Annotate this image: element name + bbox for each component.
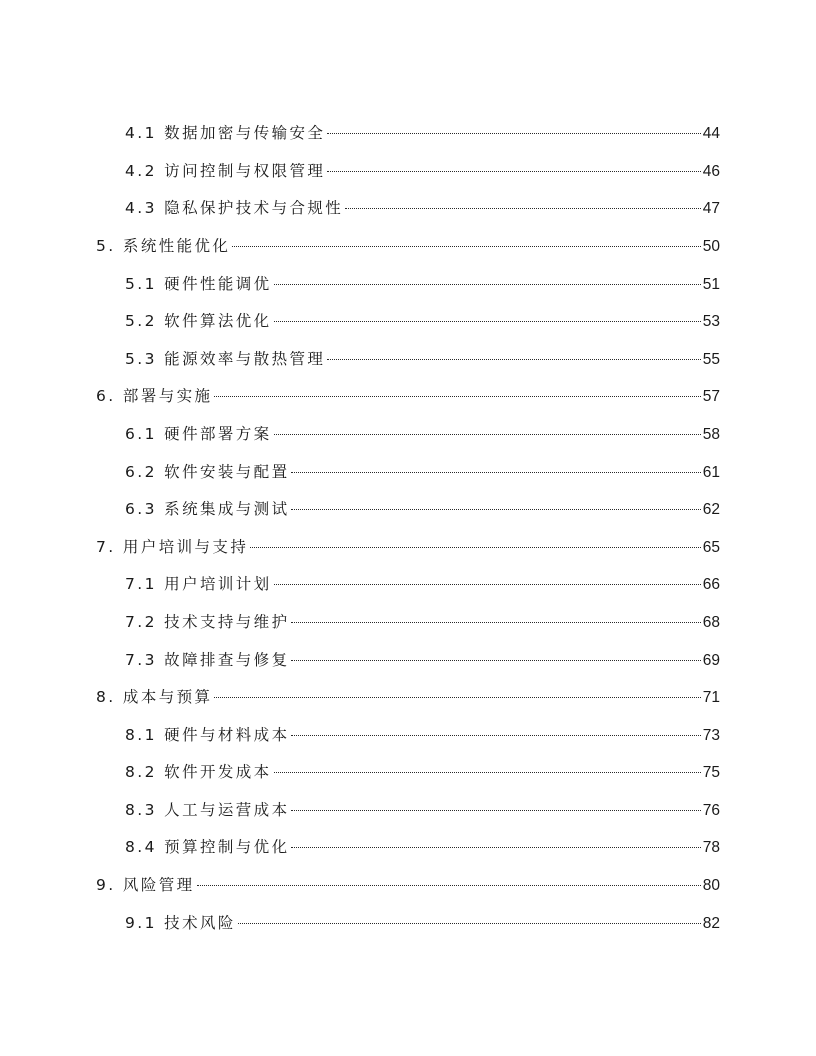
toc-dot-leader (291, 472, 700, 473)
toc-dot-leader (274, 772, 701, 773)
toc-page-number: 71 (702, 689, 720, 706)
toc-entry[interactable] (125, 611, 720, 633)
toc-page-number: 62 (702, 501, 720, 518)
toc-entry-title: 8.4 预算控制与优化 (125, 838, 290, 856)
toc-page-number: 69 (702, 652, 720, 669)
toc-dot-leader (274, 434, 701, 435)
toc-entry-title: 6. 部署与实施 (96, 387, 213, 405)
toc-entry[interactable] (96, 536, 720, 558)
toc-dot-leader (345, 208, 701, 209)
toc-entry[interactable] (125, 912, 720, 934)
toc-entry-title: 6.3 系统集成与测试 (125, 500, 290, 518)
toc-page-number: 80 (702, 877, 720, 894)
toc-dot-leader (327, 133, 700, 134)
toc-entry[interactable] (125, 423, 720, 445)
toc-entry-title: 8.3 人工与运营成本 (125, 801, 290, 819)
toc-dot-leader (291, 509, 700, 510)
toc-entry[interactable] (125, 122, 720, 144)
toc-entry[interactable] (125, 799, 720, 821)
toc-entry[interactable] (125, 836, 720, 858)
toc-entry[interactable] (125, 573, 720, 595)
toc-dot-leader (327, 359, 700, 360)
toc-entry-title: 4.1 数据加密与传输安全 (125, 124, 326, 142)
toc-dot-leader (291, 810, 700, 811)
toc-entry[interactable] (96, 874, 720, 896)
toc-entry[interactable] (125, 461, 720, 483)
toc-page-number: 65 (702, 539, 720, 556)
toc-page-number: 53 (702, 313, 720, 330)
toc-entry[interactable] (96, 235, 720, 257)
toc-dot-leader (232, 246, 700, 247)
toc-entry[interactable] (125, 724, 720, 746)
toc-page-number: 47 (702, 200, 720, 217)
toc-page-number: 76 (702, 802, 720, 819)
toc-entry-title: 8. 成本与预算 (96, 688, 213, 706)
toc-dot-leader (291, 735, 700, 736)
toc-entry-title: 7. 用户培训与支持 (96, 538, 249, 556)
toc-page-number: 82 (702, 915, 720, 932)
toc-dot-leader (274, 284, 701, 285)
toc-entry[interactable] (125, 649, 720, 671)
toc-entry-title: 5.1 硬件性能调优 (125, 275, 272, 293)
toc-entry-title: 6.1 硬件部署方案 (125, 425, 272, 443)
toc-entry-title: 7.1 用户培训计划 (125, 575, 272, 593)
toc-entry-title: 6.2 软件安装与配置 (125, 463, 290, 481)
toc-dot-leader (291, 622, 700, 623)
toc-entry[interactable] (125, 197, 720, 219)
toc-entry[interactable] (125, 310, 720, 332)
toc-entry[interactable] (125, 348, 720, 370)
toc-entry[interactable] (96, 686, 720, 708)
toc-page-number: 75 (702, 764, 720, 781)
toc-entry[interactable] (125, 498, 720, 520)
toc-page-number: 46 (702, 163, 720, 180)
toc-entry-title: 4.2 访问控制与权限管理 (125, 162, 326, 180)
toc-page-number: 66 (702, 576, 720, 593)
toc-page-number: 73 (702, 727, 720, 744)
toc-entry-title: 4.3 隐私保护技术与合规性 (125, 199, 344, 217)
toc-page-number: 51 (702, 276, 720, 293)
toc-entry[interactable] (125, 761, 720, 783)
toc-dot-leader (327, 171, 700, 172)
toc-entry-title: 9. 风险管理 (96, 876, 195, 894)
toc-dot-leader (214, 396, 700, 397)
toc-dot-leader (250, 547, 701, 548)
toc-dot-leader (274, 584, 701, 585)
toc-dot-leader (291, 847, 700, 848)
toc-page-number: 50 (702, 238, 720, 255)
toc-entry-title: 7.2 技术支持与维护 (125, 613, 290, 631)
toc-page-number: 58 (702, 426, 720, 443)
toc-dot-leader (274, 321, 701, 322)
toc-entry-title: 5.3 能源效率与散热管理 (125, 350, 326, 368)
toc-entry-title: 8.1 硬件与材料成本 (125, 726, 290, 744)
toc-entry[interactable] (125, 273, 720, 295)
toc-page-number: 78 (702, 839, 720, 856)
toc-dot-leader (291, 660, 700, 661)
toc-entry-title: 5. 系统性能优化 (96, 237, 231, 255)
toc-entry-title: 5.2 软件算法优化 (125, 312, 272, 330)
toc-dot-leader (238, 923, 701, 924)
toc-page-number: 44 (702, 125, 720, 142)
toc-entry-title: 7.3 故障排查与修复 (125, 651, 290, 669)
toc-page-number: 55 (702, 351, 720, 368)
toc-entry[interactable] (96, 385, 720, 407)
toc-entry[interactable] (125, 160, 720, 182)
toc-entry-title: 9.1 技术风险 (125, 914, 236, 932)
toc-dot-leader (197, 885, 701, 886)
toc-dot-leader (214, 697, 700, 698)
toc-page-number: 68 (702, 614, 720, 631)
toc-entry-title: 8.2 软件开发成本 (125, 763, 272, 781)
toc-page-number: 61 (702, 464, 720, 481)
toc-page-number: 57 (702, 388, 720, 405)
